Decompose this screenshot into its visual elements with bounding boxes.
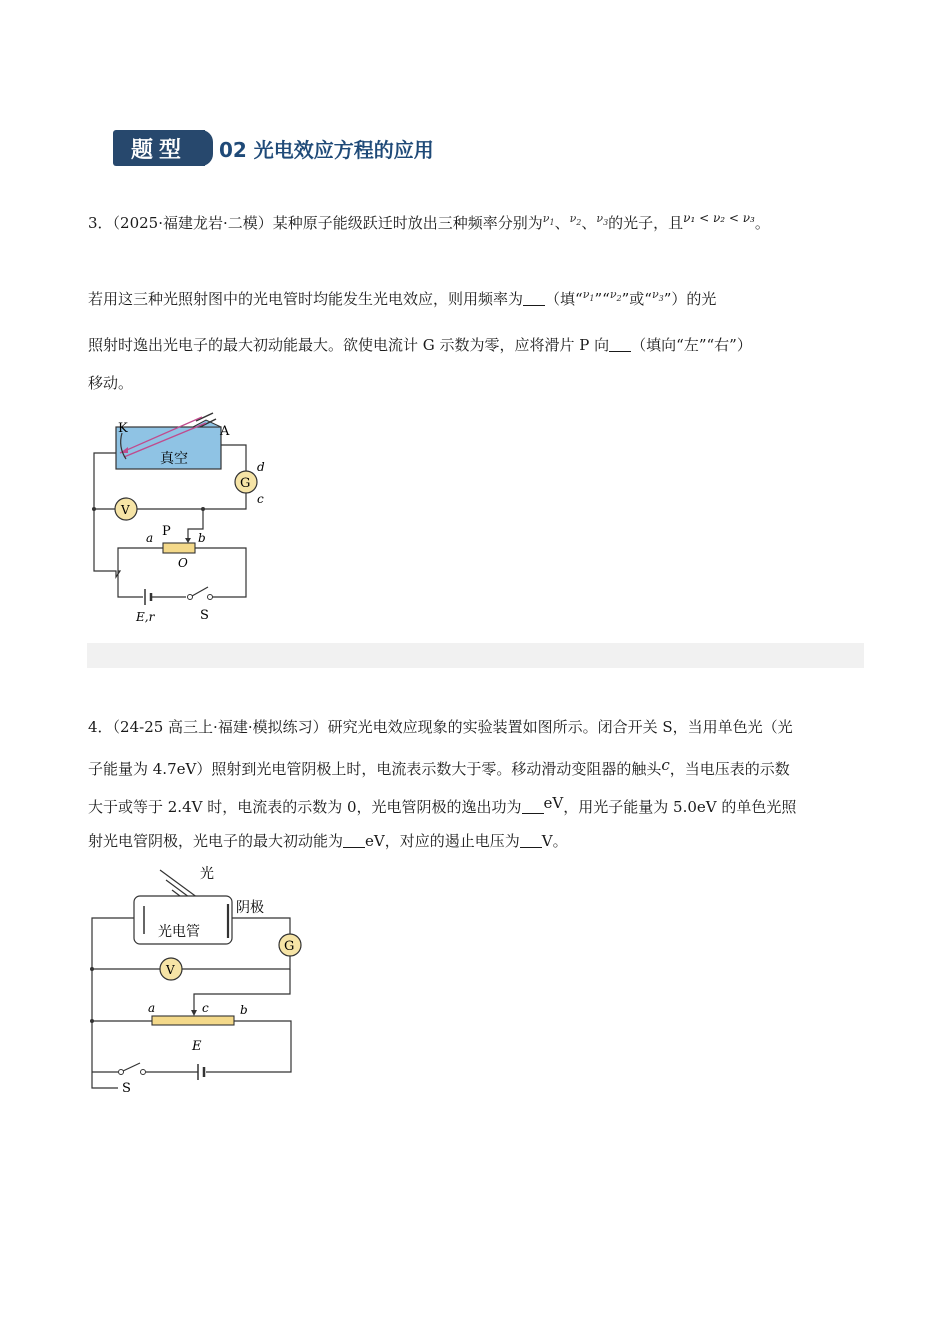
q3-line3: 照射时逸出光电子的最大初动能最大。欲使电流计 G 示数为零，应将滑片 P 向 （填向“左”“右”）	[88, 336, 752, 354]
q4-line2: 子能量为 4.7eV）照射到光电管阴极上时，电流表示数大于零。移动滑动变阻器的触头c，当电压表的示数	[88, 756, 790, 778]
q3-line2: 若用这三种光照射图中的光电管时均能发生光电效应，则用频率为 （填“$^{\nu_1}$”“$^{\nu_2}$”或“$^{\nu_3}$”）的光	[88, 288, 717, 308]
q3-source: （2025·福建龙岩·二模）	[112, 214, 273, 232]
label-P: P	[162, 524, 171, 539]
label-O: O	[178, 556, 188, 570]
label-G2: G	[284, 939, 295, 954]
label-V: V	[121, 503, 130, 517]
q4-source: （24-25 高三上·福建·模拟练习）	[112, 718, 328, 736]
label-S2: S	[122, 1081, 131, 1096]
label-a: a	[146, 531, 154, 545]
section-title: 02 光电效应方程的应用	[219, 137, 434, 162]
q4-line3: 大于或等于 2.4V 时，电流表的示数为 0，光电管阴极的逸出功为 eV，用光子能量为 5.0eV 的单色光照	[88, 794, 797, 816]
label-c: c	[257, 492, 264, 506]
q3-circuit-diagram	[88, 405, 278, 630]
label-E: E	[192, 1039, 202, 1054]
q3-line4: 移动。	[88, 374, 134, 392]
answer-blank-5[interactable]	[520, 831, 542, 848]
rheostat	[163, 543, 195, 553]
switch-S	[192, 587, 208, 596]
label-b2: b	[240, 1003, 248, 1017]
label-tube: 光电管	[158, 924, 200, 940]
nu3-symbol: ν3	[596, 212, 609, 228]
answer-blank-4[interactable]	[343, 831, 365, 848]
answer-blank-3[interactable]	[522, 797, 544, 814]
section-badge: 题型	[113, 130, 205, 166]
answer-blank-2[interactable]	[609, 335, 631, 352]
label-a2: a	[148, 1001, 156, 1015]
label-d: d	[257, 460, 265, 474]
label-S: S	[200, 608, 209, 623]
label-b: b	[198, 531, 206, 545]
frequency-order: ν₁ < ν₂ < ν₃	[683, 211, 755, 225]
q3-line1: 3．（2025·福建龙岩·二模）某种原子能级跃迁时放出三种频率分别为$^{\nu_1}$、$^{\nu_2}$、$^{\nu_3}$的光子，且$^{\nu_1 < \nu_2 < \nu_3}$。	[88, 211, 770, 232]
label-K: K	[118, 421, 128, 436]
label-A: A	[220, 424, 230, 439]
answer-area	[87, 643, 864, 668]
q4-circuit-diagram	[88, 860, 313, 1100]
nu2-symbol: ν2	[569, 212, 582, 228]
q4-line1: 4．（24-25 高三上·福建·模拟练习）研究光电效应现象的实验装置如图所示。闭合开关 S，当用单色光（光	[88, 718, 793, 736]
q4-line4: 射光电管阴极，光电子的最大初动能为 eV，对应的遏止电压为 V。	[88, 832, 568, 850]
label-G: G	[240, 476, 251, 491]
label-light: 光	[200, 866, 214, 882]
label-vacuum: 真空	[160, 451, 188, 467]
q3-number: 3．	[88, 214, 113, 232]
section-header	[113, 129, 434, 167]
switch-S2	[123, 1063, 140, 1071]
rheostat-2	[152, 1016, 234, 1025]
label-cathode: 阴极	[236, 900, 264, 916]
q4-number: 4．	[88, 718, 113, 736]
answer-blank-1[interactable]	[523, 289, 545, 306]
label-Er: E,r	[136, 610, 155, 624]
nu1-symbol: ν1	[542, 212, 555, 228]
label-V2: V	[166, 963, 175, 977]
label-c2: c	[202, 1001, 209, 1015]
